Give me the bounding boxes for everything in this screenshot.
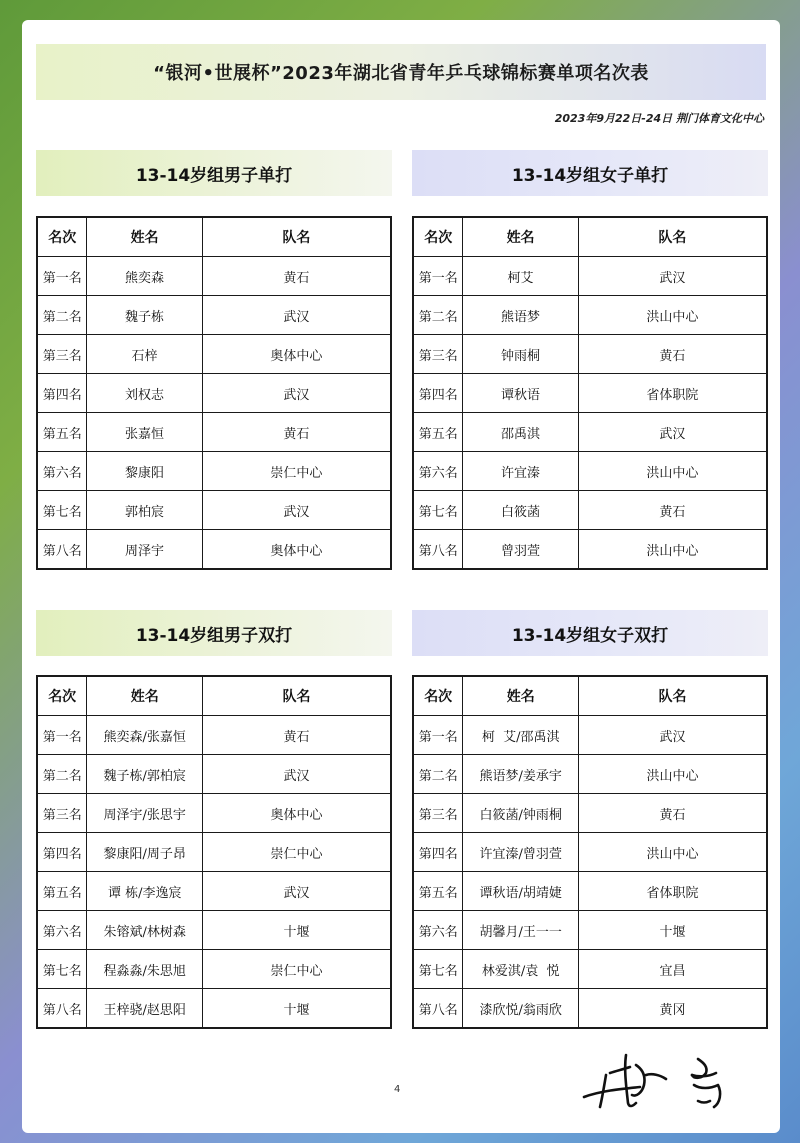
- player-name-cell: 钟雨桐: [463, 335, 578, 374]
- table-row: [37, 833, 391, 872]
- table-row: [413, 989, 767, 1029]
- player-name-cell: 漆欣悦/翁雨欣: [463, 989, 579, 1029]
- table-row: [413, 413, 767, 452]
- rank-cell: 第一名: [413, 257, 463, 296]
- team-cell: 武汉: [203, 755, 391, 794]
- page-number: 4: [394, 1084, 401, 1095]
- header-team: 队名: [579, 676, 767, 716]
- table-men-doubles: [36, 675, 392, 1029]
- player-name-cell: 谭秋语: [463, 374, 578, 413]
- header-name: 姓名: [463, 676, 579, 716]
- table-row: [413, 452, 767, 491]
- rank-cell: 第二名: [37, 296, 87, 335]
- rank-cell: 第五名: [413, 872, 463, 911]
- rank-cell: 第五名: [413, 413, 463, 452]
- table-row: [37, 755, 391, 794]
- team-cell: 十堰: [203, 989, 391, 1029]
- team-cell: 洪山中心: [579, 755, 767, 794]
- player-name-cell: 柯艾: [463, 257, 578, 296]
- player-name-cell: 柯 艾/邵禹淇: [463, 716, 579, 755]
- player-name-cell: 程淼淼/朱思旭: [87, 950, 203, 989]
- rank-cell: 第二名: [37, 755, 87, 794]
- team-cell: 奥体中心: [202, 530, 391, 570]
- header-rank: 名次: [413, 676, 463, 716]
- rank-cell: 第一名: [37, 716, 87, 755]
- title-banner: [36, 44, 766, 100]
- table-row: [37, 452, 391, 491]
- team-cell: 奥体中心: [202, 335, 391, 374]
- team-cell: 崇仁中心: [202, 452, 391, 491]
- header-name: 姓名: [87, 676, 203, 716]
- table-row: [37, 794, 391, 833]
- team-cell: 崇仁中心: [203, 833, 391, 872]
- event-date-venue: 2023年9月22日-24日 荆门体育文化中心: [554, 112, 764, 125]
- section-title-women-doubles: 13-14岁组女子双打: [412, 610, 768, 656]
- team-cell: 十堰: [579, 911, 767, 950]
- player-name-cell: 周泽宇/张思宇: [87, 794, 203, 833]
- rank-cell: 第六名: [37, 911, 87, 950]
- team-cell: 洪山中心: [578, 530, 767, 570]
- rank-cell: 第八名: [413, 530, 463, 570]
- rank-cell: 第四名: [413, 833, 463, 872]
- player-name-cell: 熊奕森/张嘉恒: [87, 716, 203, 755]
- table-row: [413, 911, 767, 950]
- rank-cell: 第八名: [413, 989, 463, 1029]
- table-row: [413, 872, 767, 911]
- header-name: 姓名: [87, 217, 202, 257]
- handwritten-signature: [580, 1045, 760, 1115]
- table-row: [37, 872, 391, 911]
- table-row: [37, 911, 391, 950]
- table-row: [37, 989, 391, 1029]
- team-cell: 武汉: [579, 716, 767, 755]
- rank-cell: 第六名: [413, 452, 463, 491]
- player-name-cell: 白筱菡/钟雨桐: [463, 794, 579, 833]
- team-cell: 十堰: [203, 911, 391, 950]
- player-name-cell: 曾羽萱: [463, 530, 578, 570]
- rank-cell: 第三名: [413, 794, 463, 833]
- team-cell: 黄冈: [579, 989, 767, 1029]
- team-cell: 黄石: [202, 257, 391, 296]
- player-name-cell: 邵禹淇: [463, 413, 578, 452]
- rank-cell: 第八名: [37, 530, 87, 570]
- player-name-cell: 周泽宇: [87, 530, 202, 570]
- header-rank: 名次: [37, 676, 87, 716]
- table-row: [413, 950, 767, 989]
- header-team: 队名: [202, 217, 391, 257]
- player-name-cell: 许宜溱: [463, 452, 578, 491]
- team-cell: 黄石: [578, 491, 767, 530]
- header-rank: 名次: [37, 217, 87, 257]
- table-row: [413, 257, 767, 296]
- rank-cell: 第五名: [37, 413, 87, 452]
- player-name-cell: 黎康阳/周子昂: [87, 833, 203, 872]
- player-name-cell: 熊语梦/姜承宇: [463, 755, 579, 794]
- player-name-cell: 熊语梦: [463, 296, 578, 335]
- team-cell: 黄石: [579, 794, 767, 833]
- table-row: [37, 716, 391, 755]
- table-row: [413, 755, 767, 794]
- rank-cell: 第四名: [37, 374, 87, 413]
- table-row: [37, 374, 391, 413]
- team-cell: 崇仁中心: [203, 950, 391, 989]
- player-name-cell: 张嘉恒: [87, 413, 202, 452]
- table-row: [413, 833, 767, 872]
- table-row: [413, 335, 767, 374]
- header-team: 队名: [578, 217, 767, 257]
- player-name-cell: 熊奕森: [87, 257, 202, 296]
- rank-cell: 第七名: [413, 491, 463, 530]
- table-men-singles: [36, 216, 392, 570]
- rank-cell: 第二名: [413, 296, 463, 335]
- rank-cell: 第三名: [37, 335, 87, 374]
- table-row: [37, 413, 391, 452]
- team-cell: 黄石: [203, 716, 391, 755]
- table-row: [37, 950, 391, 989]
- rank-cell: 第六名: [37, 452, 87, 491]
- player-name-cell: 朱镕斌/林树森: [87, 911, 203, 950]
- table-row: [37, 491, 391, 530]
- section-title-men-singles: 13-14岁组男子单打: [36, 150, 392, 196]
- table-row: [413, 296, 767, 335]
- player-name-cell: 谭 栋/李逸宸: [87, 872, 203, 911]
- player-name-cell: 许宜溱/曾羽萱: [463, 833, 579, 872]
- rank-cell: 第三名: [413, 335, 463, 374]
- table-women-doubles: [412, 675, 768, 1029]
- team-cell: 省体职院: [579, 872, 767, 911]
- section-title-men-doubles: 13-14岁组男子双打: [36, 610, 392, 656]
- team-cell: 武汉: [202, 374, 391, 413]
- player-name-cell: 黎康阳: [87, 452, 202, 491]
- rank-cell: 第八名: [37, 989, 87, 1029]
- page-title: “银河•世展杯”2023年湖北省青年乒乓球锦标赛单项名次表: [153, 63, 649, 84]
- table-row: [37, 335, 391, 374]
- player-name-cell: 刘权志: [87, 374, 202, 413]
- header-team: 队名: [203, 676, 391, 716]
- header-name: 姓名: [463, 217, 578, 257]
- team-cell: 武汉: [202, 491, 391, 530]
- player-name-cell: 白筱菡: [463, 491, 578, 530]
- team-cell: 宜昌: [579, 950, 767, 989]
- rank-cell: 第二名: [413, 755, 463, 794]
- rank-cell: 第三名: [37, 794, 87, 833]
- table-row: [37, 530, 391, 570]
- team-cell: 洪山中心: [578, 296, 767, 335]
- player-name-cell: 石梓: [87, 335, 202, 374]
- team-cell: 黄石: [578, 335, 767, 374]
- table-row: [413, 716, 767, 755]
- player-name-cell: 魏子栋/郭柏宸: [87, 755, 203, 794]
- team-cell: 武汉: [578, 413, 767, 452]
- table-row: [37, 296, 391, 335]
- table-row: [413, 374, 767, 413]
- rank-cell: 第五名: [37, 872, 87, 911]
- player-name-cell: 谭秋语/胡靖婕: [463, 872, 579, 911]
- table-row: [413, 530, 767, 570]
- team-cell: 武汉: [203, 872, 391, 911]
- team-cell: 黄石: [202, 413, 391, 452]
- rank-cell: 第七名: [413, 950, 463, 989]
- table-row: [37, 257, 391, 296]
- section-title-women-singles: 13-14岁组女子单打: [412, 150, 768, 196]
- document-page: [22, 20, 780, 1133]
- table-row: [413, 491, 767, 530]
- player-name-cell: 王梓骁/赵思阳: [87, 989, 203, 1029]
- player-name-cell: 林爱淇/袁 悦: [463, 950, 579, 989]
- table-row: [413, 794, 767, 833]
- rank-cell: 第一名: [37, 257, 87, 296]
- team-cell: 洪山中心: [578, 452, 767, 491]
- rank-cell: 第六名: [413, 911, 463, 950]
- rank-cell: 第一名: [413, 716, 463, 755]
- team-cell: 奥体中心: [203, 794, 391, 833]
- player-name-cell: 魏子栋: [87, 296, 202, 335]
- rank-cell: 第七名: [37, 950, 87, 989]
- header-rank: 名次: [413, 217, 463, 257]
- team-cell: 洪山中心: [579, 833, 767, 872]
- player-name-cell: 胡馨月/王一一: [463, 911, 579, 950]
- table-women-singles: [412, 216, 768, 570]
- player-name-cell: 郭柏宸: [87, 491, 202, 530]
- rank-cell: 第四名: [413, 374, 463, 413]
- rank-cell: 第四名: [37, 833, 87, 872]
- team-cell: 武汉: [578, 257, 767, 296]
- team-cell: 省体职院: [578, 374, 767, 413]
- team-cell: 武汉: [202, 296, 391, 335]
- rank-cell: 第七名: [37, 491, 87, 530]
